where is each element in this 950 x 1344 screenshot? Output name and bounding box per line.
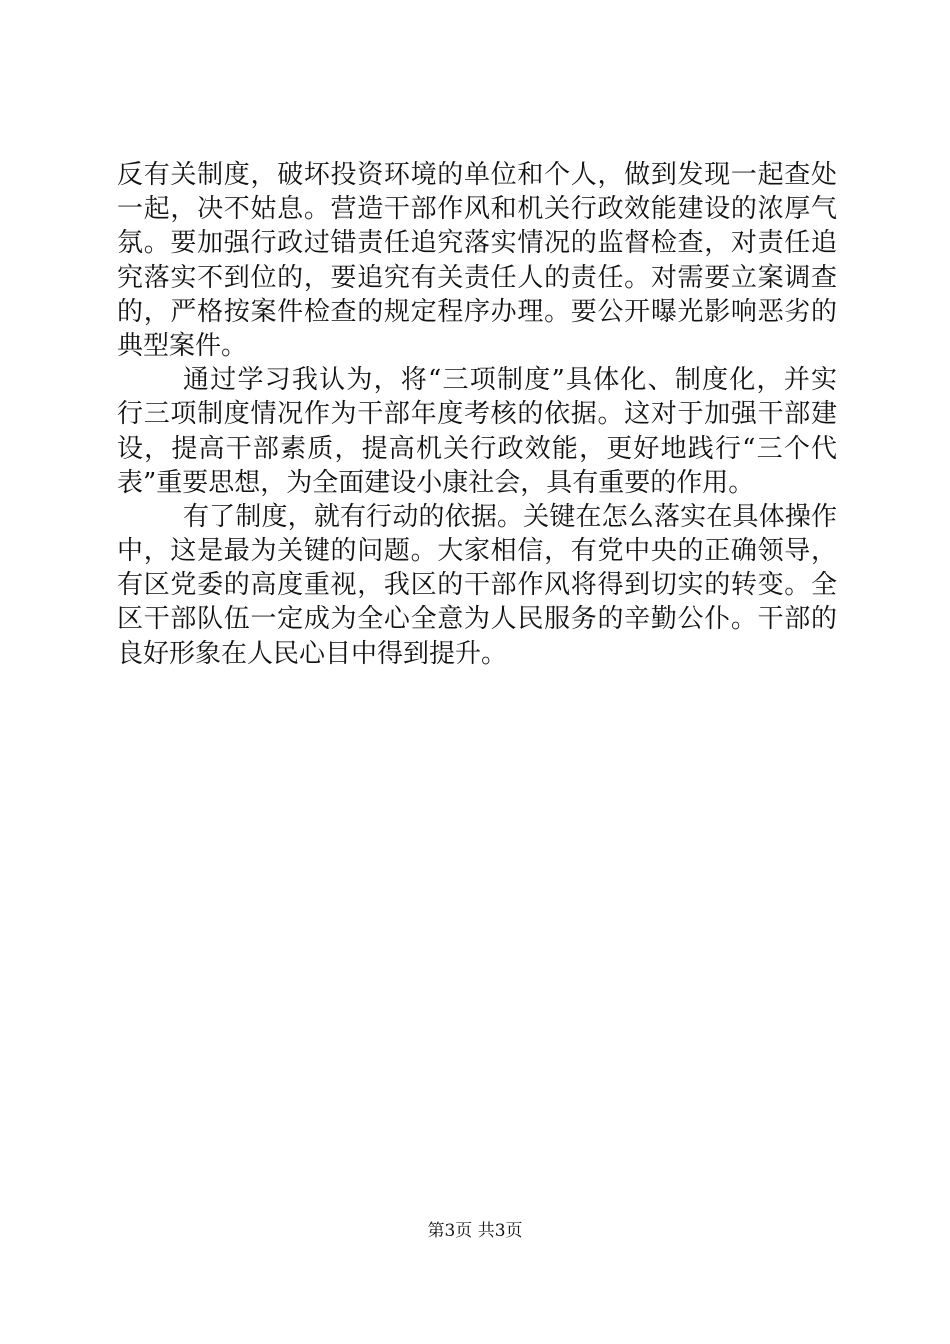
text-line: 中，这是最为关键的问题。大家相信，有党中央的正确领导， <box>117 536 837 567</box>
text-line: 典型案件。 <box>117 330 248 361</box>
text-line: 氛。要加强行政过错责任追究落实情况的监督检查，对责任追 <box>117 228 837 259</box>
text-line: 反有关制度，破坏投资环境的单位和个人，做到发现一起查处 <box>117 160 837 190</box>
text-line: 区干部队伍一定成为全心全意为人民服务的辛勤公仆。干部的 <box>117 604 837 635</box>
text-line: 一起，决不姑息。营造干部作风和机关行政效能建设的浓厚气 <box>117 194 837 225</box>
page-footer: 第3页 共3页 <box>427 1221 523 1241</box>
document-body <box>117 158 837 671</box>
text-line: 良好形象在人民心目中得到提升。 <box>117 638 508 669</box>
text-line: 究落实不到位的，要追究有关责任人的责任。对需要立案调查 <box>117 262 837 293</box>
text-line: 设，提高干部素质，提高机关行政效能，更好地践行“三个代 <box>117 433 837 464</box>
text-line: 有了制度，就有行动的依据。关键在怎么落实在具体操作 <box>183 501 837 532</box>
text-line: 的，严格按案件检查的规定程序办理。要公开曝光影响恶劣的 <box>117 296 837 327</box>
text-line: 有区党委的高度重视，我区的干部作风将得到切实的转变。全 <box>117 570 837 601</box>
paragraph <box>117 500 837 671</box>
text-line: 行三项制度情况作为干部年度考核的依据。这对于加强干部建 <box>117 399 837 430</box>
paragraph <box>117 363 837 500</box>
text-line: 表”重要思想，为全面建设小康社会，具有重要的作用。 <box>117 467 755 498</box>
paragraph <box>117 158 837 363</box>
text-line: 通过学习我认为，将“三项制度”具体化、制度化，并实 <box>183 365 837 396</box>
